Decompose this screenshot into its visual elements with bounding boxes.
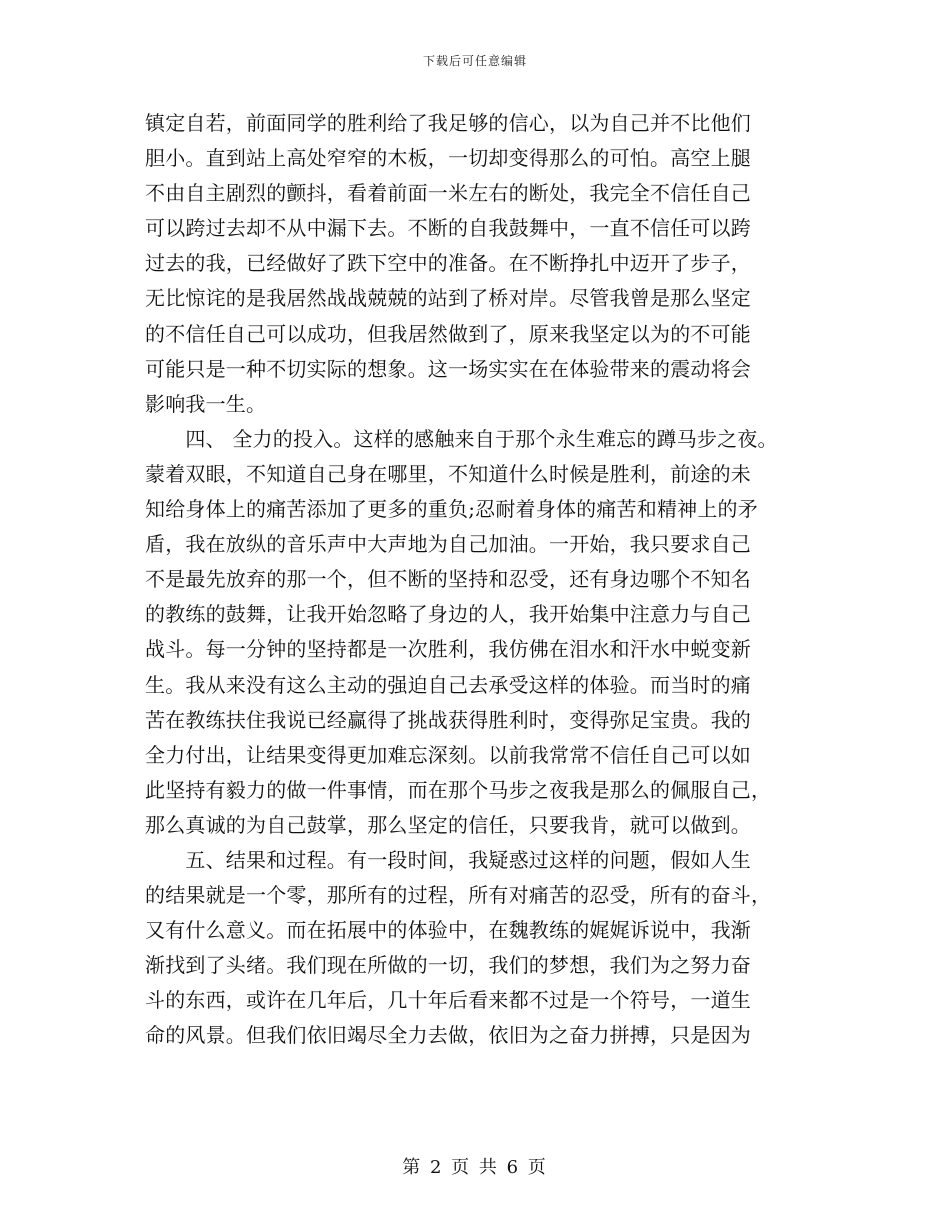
text-line: 命的风景。但我们依旧竭尽全力去做，依旧为之奋力拼搏，只是因为 xyxy=(145,1023,751,1048)
text-line: 苦在教练扶住我说已经赢得了挑战获得胜利时，变得弥足宝贵。我的 xyxy=(145,707,751,732)
text-line: 渐找到了头绪。我们现在所做的一切，我们的梦想，我们为之努力奋 xyxy=(145,953,751,978)
text-line: 可能只是一种不切实际的想象。这一场实实在在体验带来的震动将会 xyxy=(145,356,751,381)
document-body xyxy=(145,106,825,1054)
text-line: 无比惊诧的是我居然战战兢兢的站到了桥对岸。尽管我曾是那么坚定 xyxy=(145,286,751,311)
text-line: 全力付出，让结果变得更加难忘深刻。以前我常常不信任自己可以如 xyxy=(145,742,751,767)
text-line: 胆小。直到站上高处窄窄的木板，一切却变得那么的可怕。高空上腿 xyxy=(145,146,751,171)
page-header: 下载后可任意编辑 xyxy=(422,54,527,68)
text-line: 五、结果和过程。有一段时间，我疑惑过这样的问题，假如人生 xyxy=(145,847,751,872)
text-line: 此坚持有毅力的做一件事情，而在那个马步之夜我是那么的佩服自己， xyxy=(145,777,772,802)
text-line: 不由自主剧烈的颤抖，看着前面一米左右的断处，我完全不信任自己 xyxy=(145,181,751,206)
text-line: 的不信任自己可以成功，但我居然做到了，原来我坚定以为的不可能 xyxy=(145,321,751,346)
text-line: 影响我一生。 xyxy=(145,391,267,416)
text-line: 又有什么意义。而在拓展中的体验中，在魏教练的娓娓诉说中，我渐 xyxy=(145,918,751,943)
text-line: 战斗。每一分钟的坚持都是一次胜利，我仿佛在泪水和汗水中蜕变新 xyxy=(145,637,751,662)
text-line: 生。我从来没有这么主动的强迫自己去承受这样的体验。而当时的痛 xyxy=(145,672,751,697)
page-footer: 第 2 页 共 6 页 xyxy=(402,1157,548,1178)
text-line: 不是最先放弃的那一个，但不断的坚持和忍受，还有身边哪个不知名 xyxy=(145,567,751,592)
text-line: 可以跨过去却不从中漏下去。不断的自我鼓舞中，一直不信任可以跨 xyxy=(145,216,751,241)
text-line: 的结果就是一个零，那所有的过程，所有对痛苦的忍受，所有的奋斗， xyxy=(145,883,772,908)
text-line: 的教练的鼓舞，让我开始忽略了身边的人，我开始集中注意力与自己 xyxy=(145,602,751,627)
text-line: 知给身体上的痛苦添加了更多的重负;忍耐着身体的痛苦和精神上的矛 xyxy=(145,497,758,522)
text-line: 斗的东西，或许在几年后，几十年后看来都不过是一个符号，一道生 xyxy=(145,988,751,1013)
text-line: 蒙着双眼，不知道自己身在哪里，不知道什么时候是胜利，前途的未 xyxy=(145,461,751,486)
text-line: 盾，我在放纵的音乐声中大声地为自己加油。一开始，我只要求自己 xyxy=(145,532,751,557)
text-line: 过去的我，已经做好了跌下空中的准备。在不断挣扎中迈开了步子， xyxy=(145,251,751,276)
text-line: 那么真诚的为自己鼓掌，那么坚定的信任，只要我肯，就可以做到。 xyxy=(145,812,751,837)
text-line: 四、 全力的投入。这样的感触来自于那个永生难忘的蹲马步之夜。 xyxy=(145,426,778,451)
text-line: 镇定自若，前面同学的胜利给了我足够的信心，以为自己并不比他们 xyxy=(145,111,751,135)
